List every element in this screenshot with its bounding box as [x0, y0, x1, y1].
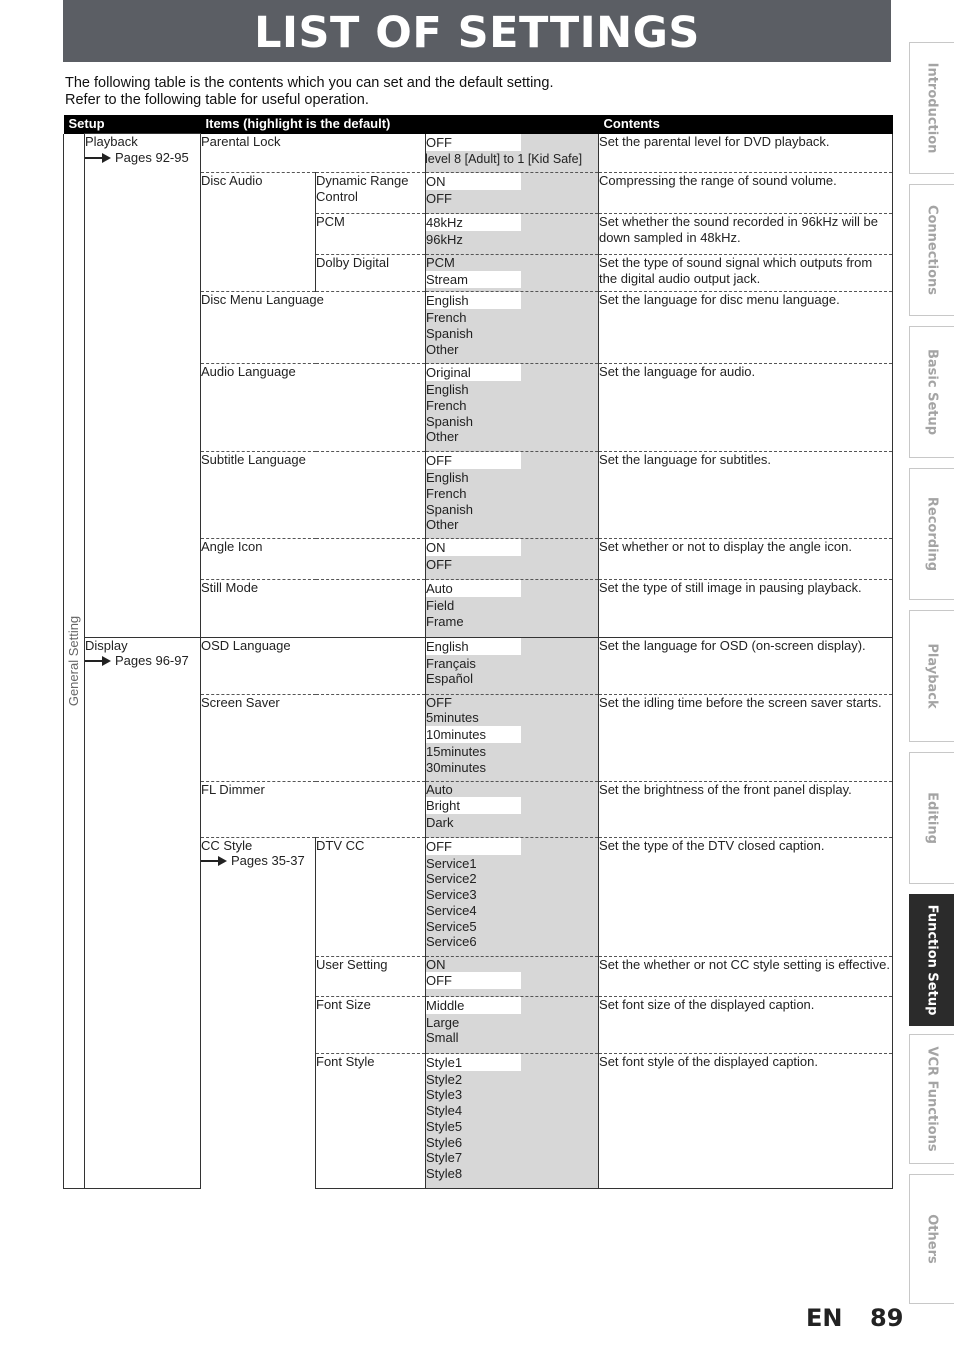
tab-playback-label: Playback — [924, 643, 940, 709]
option: English — [426, 382, 469, 397]
option: French — [426, 397, 467, 413]
item-parental-lock: Parental Lock — [201, 134, 426, 173]
group-playback-label: Playback — [85, 134, 138, 149]
item-osd-language: OSD Language — [201, 637, 426, 694]
item-cc-style-label: CC Style — [201, 837, 253, 853]
option-default: Auto — [424, 580, 521, 597]
item-subtitle-language: Subtitle Language — [201, 452, 426, 539]
tab-basic-setup[interactable] — [909, 326, 954, 458]
item-cc-style — [201, 837, 316, 1188]
item-disc-audio: Disc Audio — [201, 173, 316, 292]
option: 30minutes — [426, 759, 486, 775]
item-angle-icon: Angle Icon — [201, 539, 426, 580]
contents-font-style: Set font style of the displayed caption. — [599, 1053, 893, 1188]
option: OFF — [426, 557, 452, 572]
tab-vcr-functions[interactable] — [909, 1034, 954, 1164]
option-default: Middle — [424, 997, 521, 1014]
group-playback — [85, 134, 201, 638]
options-screen-saver — [426, 694, 599, 781]
item-audio-language: Audio Language — [201, 364, 426, 452]
sub-dolby-digital: Dolby Digital — [316, 255, 426, 292]
option-default: ON — [424, 539, 521, 556]
option: Style7 — [426, 1150, 463, 1166]
intro-line-1: The following table is the contents which you can set and the default setting. — [65, 75, 554, 91]
options-audio-language — [426, 364, 599, 452]
option: Small — [426, 1030, 459, 1046]
option: Español — [426, 671, 473, 687]
option: Dark — [426, 815, 454, 831]
option-default: OFF — [424, 972, 521, 989]
option: Style5 — [426, 1118, 463, 1134]
option: 5minutes — [426, 710, 479, 726]
contents-pcm: Set whether the sound recorded in 96kHz will be down sampled in 48kHz. — [599, 214, 893, 255]
option: Large — [426, 1014, 460, 1030]
option-default: OFF — [424, 134, 521, 151]
header-setup: Setup — [64, 115, 201, 134]
option: English — [426, 470, 469, 485]
intro-line-2: Refer to the following table for useful operation. — [65, 92, 369, 108]
sub-font-style: Font Style — [316, 1053, 426, 1188]
option: Other — [426, 517, 459, 533]
arrow-icon — [85, 656, 113, 666]
tab-vcr-functions-label: VCR Functions — [924, 1046, 940, 1152]
item-fl-dimmer: FL Dimmer — [201, 781, 426, 837]
options-font-style — [426, 1053, 599, 1188]
tab-introduction[interactable] — [909, 42, 954, 174]
option-default: OFF — [424, 452, 521, 469]
tab-recording-label: Recording — [924, 496, 940, 572]
option: Style6 — [426, 1134, 463, 1150]
contents-dtv-cc: Set the type of the DTV closed caption. — [599, 837, 893, 956]
tab-connections[interactable] — [909, 184, 954, 316]
options-fl-dimmer — [426, 781, 599, 837]
options-still-mode — [426, 580, 599, 637]
option: ON — [426, 956, 446, 972]
option-default: Stream — [424, 271, 521, 288]
footer-language: EN — [806, 1304, 843, 1332]
option: Field — [426, 598, 455, 613]
option: Style2 — [426, 1071, 463, 1087]
option-default: 10minutes — [424, 726, 521, 743]
option: Spanish — [426, 325, 473, 341]
category-cell — [64, 134, 85, 1189]
option-default: Bright — [424, 797, 521, 814]
group-playback-pages: Pages 92-95 — [115, 149, 189, 165]
tab-connections-label: Connections — [924, 204, 940, 296]
page-number: 89 — [870, 1304, 904, 1332]
options-pcm — [426, 214, 599, 255]
title-bar — [63, 0, 891, 62]
sub-pcm: PCM — [316, 214, 426, 255]
option: OFF — [426, 191, 452, 206]
option-default: English — [424, 638, 521, 655]
option: Frame — [426, 613, 464, 629]
settings-table — [63, 115, 893, 1189]
option-default: 48kHz — [424, 214, 521, 231]
tab-function-setup[interactable] — [909, 894, 954, 1026]
table-row — [64, 637, 893, 694]
contents-user-setting: Set the whether or not CC style setting is effective. — [599, 956, 893, 996]
tab-others[interactable] — [909, 1174, 954, 1304]
sub-dynamic-range: Dynamic Range Control — [316, 173, 426, 214]
options-dolby — [426, 255, 599, 292]
sub-dtv-cc: DTV CC — [316, 837, 426, 956]
option: 15minutes — [426, 744, 486, 760]
tab-recording[interactable] — [909, 468, 954, 600]
group-display — [85, 637, 201, 1188]
options-disc-menu-language — [426, 292, 599, 364]
option: Français — [426, 655, 476, 671]
table-header-row — [64, 115, 893, 134]
option: Other — [426, 429, 459, 445]
option: French — [426, 485, 467, 501]
option: OFF — [426, 694, 452, 710]
options-dtv-cc — [426, 837, 599, 956]
option: PCM — [426, 255, 455, 270]
contents-disc-menu-language: Set the language for disc menu language. — [599, 292, 893, 364]
option-default: Style1 — [424, 1054, 521, 1071]
item-screen-saver: Screen Saver — [201, 694, 426, 781]
sub-user-setting: User Setting — [316, 956, 426, 996]
options-subtitle-language — [426, 452, 599, 539]
option: Spanish — [426, 413, 473, 429]
option-default: ON — [424, 173, 521, 190]
item-disc-menu-language: Disc Menu Language — [201, 292, 426, 364]
options-osd-language — [426, 637, 599, 694]
page-title: LIST OF SETTINGS — [254, 8, 700, 58]
options-drc — [426, 173, 599, 214]
contents-subtitle-language: Set the language for subtitles. — [599, 452, 893, 539]
contents-screen-saver: Set the idling time before the screen saver starts. — [599, 694, 893, 781]
options-user-setting — [426, 956, 599, 996]
tab-basic-setup-label: Basic Setup — [924, 348, 940, 436]
options-angle-icon — [426, 539, 599, 580]
arrow-icon — [201, 856, 229, 866]
tab-introduction-label: Introduction — [924, 62, 940, 154]
contents-still-mode: Set the type of still image in pausing playback. — [599, 580, 893, 637]
group-display-pages: Pages 96-97 — [115, 653, 189, 669]
option-default: Original — [424, 364, 521, 381]
option: Other — [426, 341, 459, 357]
option: Service6 — [426, 934, 477, 950]
contents-parental-lock: Set the parental level for DVD playback. — [599, 134, 893, 173]
tab-playback[interactable] — [909, 610, 954, 742]
table-row — [64, 134, 893, 173]
contents-fl-dimmer: Set the brightness of the front panel display. — [599, 781, 893, 837]
header-contents: Contents — [599, 115, 893, 134]
option: French — [426, 310, 467, 325]
option: Spanish — [426, 501, 473, 517]
category-label: General Setting — [66, 615, 82, 706]
option: Style8 — [426, 1166, 463, 1182]
options-parental-lock — [426, 134, 599, 173]
option: Service1 — [426, 855, 477, 871]
contents-dolby: Set the type of sound signal which outputs from the digital audio output jack. — [599, 255, 893, 292]
option: level 8 [Adult] to 1 [Kid Safe] — [425, 151, 583, 166]
option: Style3 — [426, 1087, 463, 1103]
item-cc-style-pages: Pages 35-37 — [231, 853, 305, 869]
options-font-size — [426, 996, 599, 1053]
contents-drc: Compressing the range of sound volume. — [599, 173, 893, 214]
tab-others-label: Others — [924, 1214, 940, 1264]
option: Auto — [426, 781, 453, 797]
contents-osd-language: Set the language for OSD (on-screen display). — [599, 637, 893, 694]
arrow-icon — [85, 153, 113, 163]
option-default: English — [424, 292, 521, 309]
option: Service3 — [426, 887, 477, 903]
tab-function-setup-label: Function Setup — [924, 904, 940, 1016]
intro-text — [65, 75, 553, 109]
tab-editing-label: Editing — [924, 792, 940, 844]
option: 96kHz — [426, 232, 463, 247]
contents-audio-language: Set the language for audio. — [599, 364, 893, 452]
option-default: OFF — [424, 838, 521, 855]
option: Service4 — [426, 902, 477, 918]
option: Service2 — [426, 871, 477, 887]
option: Style4 — [426, 1103, 463, 1119]
sub-font-size: Font Size — [316, 996, 426, 1053]
header-items: Items (highlight is the default) — [201, 115, 599, 134]
contents-angle-icon: Set whether or not to display the angle icon. — [599, 539, 893, 580]
tab-editing[interactable] — [909, 752, 954, 884]
contents-font-size: Set font size of the displayed caption. — [599, 996, 893, 1053]
item-still-mode: Still Mode — [201, 580, 426, 637]
option: Service5 — [426, 918, 477, 934]
group-display-label: Display — [85, 637, 128, 653]
